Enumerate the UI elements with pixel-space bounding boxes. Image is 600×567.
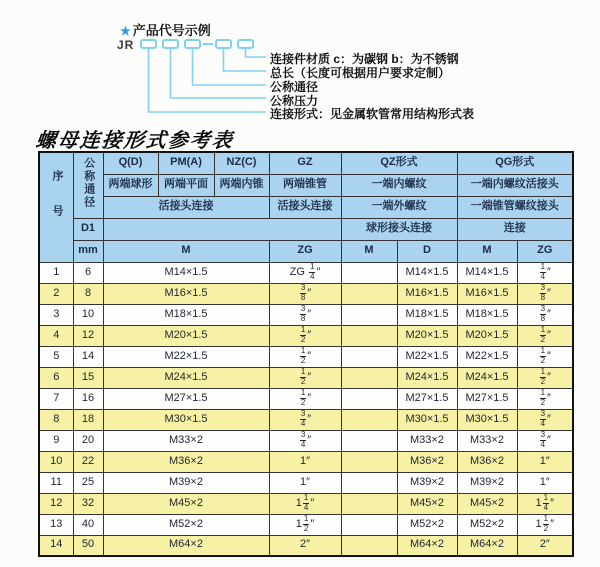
cell-seq: 7: [39, 388, 73, 409]
cell-seq: 14: [39, 535, 73, 556]
cell-qg-m: M20×1.5: [457, 325, 517, 346]
cell-m: M20×1.5: [103, 325, 269, 346]
cell-qg-m: M14×1.5: [457, 262, 517, 283]
cell-m: M18×1.5: [103, 304, 269, 325]
header-m-qz: M: [341, 240, 397, 262]
cell-qg-zg: $\frac{3}{8}$ ″: [517, 283, 573, 304]
cell-m: M30×1.5: [103, 409, 269, 430]
code-box: [185, 40, 200, 48]
cell-seq: 2: [39, 283, 73, 304]
header-mm: mm: [73, 240, 103, 262]
table-row: [39, 262, 573, 283]
cell-gz-zg: $\frac{3}{4}$ ″: [269, 409, 341, 430]
header-qz: QZ形式: [341, 152, 457, 174]
header-m-qg: M: [457, 240, 517, 262]
cell-qz-d: M14×1.5: [397, 262, 457, 283]
cell-qg-m: M39×2: [457, 472, 517, 493]
table-row: [39, 283, 573, 304]
cell-seq: 1: [39, 262, 73, 283]
cell-qz-m: [341, 346, 397, 367]
cell-qz-d: M33×2: [397, 430, 457, 451]
cell-qg-zg: $\frac{1}{2}$ ″: [517, 367, 573, 388]
cell-qz-m: [341, 367, 397, 388]
cell-dn: 16: [73, 388, 103, 409]
cell-qg-m: M33×2: [457, 430, 517, 451]
table-title: 螺母连接形式参考表: [34, 128, 236, 152]
header-qg-conn: 连接: [457, 218, 573, 240]
cell-gz-zg: $\frac{1}{2}$ ″: [269, 325, 341, 346]
table-row: [39, 346, 573, 367]
cell-qg-m: M22×1.5: [457, 346, 517, 367]
cell-m: M36×2: [103, 451, 269, 472]
cell-qg-zg: 1 $\frac{1}{4}$ ″: [517, 493, 573, 514]
cell-dn: 6: [73, 262, 103, 283]
cell-qz-d: M36×2: [397, 451, 457, 472]
cell-qz-m: [341, 304, 397, 325]
cell-qz-m: [341, 262, 397, 283]
cell-gz-zg: 1″: [269, 472, 341, 493]
cell-m: M14×1.5: [103, 262, 269, 283]
cell-qg-m: M24×1.5: [457, 367, 517, 388]
cell-qz-m: [341, 451, 397, 472]
cell-qz-m: [341, 283, 397, 304]
cell-m: M24×1.5: [103, 367, 269, 388]
cell-qg-zg: 1″: [517, 451, 573, 472]
cell-seq: 13: [39, 514, 73, 535]
cell-qg-m: M36×2: [457, 451, 517, 472]
cell-qg-m: M52×2: [457, 514, 517, 535]
cell-qg-zg: $\frac{3}{4}$ ″: [517, 430, 573, 451]
cell-gz-zg: $\frac{1}{2}$ ″: [269, 346, 341, 367]
header-seq: 序号: [39, 152, 73, 262]
code-prefix: JR: [117, 38, 135, 52]
cell-qz-m: [341, 535, 397, 556]
table-row: [39, 451, 573, 472]
cell-gz-zg: $\frac{3}{4}$ ″: [269, 430, 341, 451]
cell-qg-zg: $\frac{1}{2}$ ″: [517, 346, 573, 367]
cell-m: M39×2: [103, 472, 269, 493]
cell-seq: 5: [39, 346, 73, 367]
table-row: [39, 472, 573, 493]
cell-gz-zg: $\frac{1}{2}$ ″: [269, 367, 341, 388]
cell-qz-d: M64×2: [397, 535, 457, 556]
header-d1: D1: [73, 218, 103, 240]
cell-qg-zg: $\frac{1}{4}$ ″: [517, 262, 573, 283]
table-row: [39, 367, 573, 388]
cell-qg-m: M30×1.5: [457, 409, 517, 430]
table-row: [39, 388, 573, 409]
table-header: [39, 152, 573, 262]
header-pm-desc: 两端平面: [158, 174, 214, 196]
cell-qz-m: [341, 430, 397, 451]
cell-dn: 12: [73, 325, 103, 346]
legend-length: 总长（长度可根据用户要求定制）: [270, 66, 451, 80]
cell-seq: 8: [39, 409, 73, 430]
cell-gz-zg: 2″: [269, 535, 341, 556]
cell-gz-zg: $\frac{1}{2}$ ″: [269, 388, 341, 409]
cell-dn: 32: [73, 493, 103, 514]
cell-dn: 22: [73, 451, 103, 472]
header-d-qz: D: [397, 240, 457, 262]
table-row: [39, 493, 573, 514]
cell-m: M45×2: [103, 493, 269, 514]
table-row: [39, 535, 573, 556]
connector-line: [171, 48, 267, 98]
header-qg-desc2: 一端锥管螺纹接头: [457, 196, 573, 218]
cell-qz-d: M22×1.5: [397, 346, 457, 367]
cell-m: M33×2: [103, 430, 269, 451]
table-row: [39, 514, 573, 535]
cell-m: M22×1.5: [103, 346, 269, 367]
cell-qz-m: [341, 493, 397, 514]
cell-qg-zg: $\frac{3}{8}$ ″: [517, 304, 573, 325]
spec-table-wrap: [38, 151, 574, 557]
cell-qg-zg: $\frac{1}{2}$ ″: [517, 325, 573, 346]
cell-gz-zg: 1 $\frac{1}{2}$ ″: [269, 514, 341, 535]
cell-qz-d: M24×1.5: [397, 367, 457, 388]
cell-seq: 3: [39, 304, 73, 325]
header-qg-desc1: 一端内螺纹活接头: [457, 174, 573, 196]
header-gz-conn: 活接头连接: [269, 196, 341, 218]
legend-diameter: 公称通径: [270, 80, 319, 94]
table-row: [39, 409, 573, 430]
cell-seq: 10: [39, 451, 73, 472]
header-qz-desc1: 一端内螺纹: [341, 174, 457, 196]
cell-qg-zg: $\frac{1}{2}$ ″: [517, 388, 573, 409]
nut-connection-table: [38, 151, 574, 557]
cell-dn: 10: [73, 304, 103, 325]
cell-dn: 50: [73, 535, 103, 556]
cell-qg-zg: $\frac{3}{4}$ ″: [517, 409, 573, 430]
cell-gz-zg: ZG $\frac{1}{4}$ ″: [269, 262, 341, 283]
cell-dn: 15: [73, 367, 103, 388]
cell-qz-m: [341, 514, 397, 535]
cell-qz-m: [341, 325, 397, 346]
cell-qg-zg: 1 $\frac{1}{2}$ ″: [517, 514, 573, 535]
cell-qg-m: M27×1.5: [457, 388, 517, 409]
cell-dn: 18: [73, 409, 103, 430]
product-code-heading-text: 产品代号示例: [132, 23, 211, 38]
header-qz-desc2: 一端外螺纹: [341, 196, 457, 218]
cell-qg-m: M18×1.5: [457, 304, 517, 325]
header-gz: GZ: [269, 152, 341, 174]
cell-seq: 11: [39, 472, 73, 493]
cell-gz-zg: 1″: [269, 451, 341, 472]
cell-m: M52×2: [103, 514, 269, 535]
cell-qg-m: M45×2: [457, 493, 517, 514]
header-nz: NZ(C): [214, 152, 269, 174]
header-blank-cell: [103, 218, 341, 240]
header-zg-qg: ZG: [517, 240, 573, 262]
cell-seq: 12: [39, 493, 73, 514]
cell-qg-m: M16×1.5: [457, 283, 517, 304]
cell-gz-zg: $\frac{3}{8}$ ″: [269, 283, 341, 304]
cell-seq: 4: [39, 325, 73, 346]
code-box: [216, 40, 231, 48]
cell-qz-d: M18×1.5: [397, 304, 457, 325]
cell-gz-zg: $\frac{3}{8}$ ″: [269, 304, 341, 325]
header-qz-conn: 球形接头连接: [341, 218, 457, 240]
cell-qz-d: M45×2: [397, 493, 457, 514]
header-dn: 公称通径: [73, 152, 103, 218]
header-m-union: M: [103, 240, 269, 262]
cell-qz-d: M30×1.5: [397, 409, 457, 430]
cell-m: M64×2: [103, 535, 269, 556]
cell-m: M27×1.5: [103, 388, 269, 409]
legend-material: 连接件材质 c：为碳钢 b：为不锈钢: [270, 52, 459, 66]
cell-qz-d: M20×1.5: [397, 325, 457, 346]
cell-dn: 8: [73, 283, 103, 304]
table-row: [39, 304, 573, 325]
header-nz-desc: 两端内锥: [214, 174, 269, 196]
cell-qz-m: [341, 472, 397, 493]
cell-gz-zg: 1 $\frac{1}{4}$ ″: [269, 493, 341, 514]
header-gz-desc: 两端锥管: [269, 174, 341, 196]
header-q-desc: 两端球形: [103, 174, 158, 196]
table-row: [39, 430, 573, 451]
table-row: [39, 325, 573, 346]
header-qg: QG形式: [457, 152, 573, 174]
legend-pressure: 公称压力: [270, 94, 319, 108]
cell-qz-d: M16×1.5: [397, 283, 457, 304]
cell-qz-m: [341, 388, 397, 409]
legend-conn-form: 连接形式：见金属软管常用结构形式表: [270, 107, 475, 121]
cell-qz-m: [341, 409, 397, 430]
cell-dn: 14: [73, 346, 103, 367]
cell-m: M16×1.5: [103, 283, 269, 304]
cell-qz-d: M52×2: [397, 514, 457, 535]
cell-qg-m: M64×2: [457, 535, 517, 556]
cell-seq: 6: [39, 367, 73, 388]
connector-line: [246, 48, 267, 57]
code-box: [238, 40, 253, 48]
cell-seq: 9: [39, 430, 73, 451]
table-body: [39, 262, 573, 556]
star-icon: ★: [120, 24, 131, 38]
header-zg-gz: ZG: [269, 240, 341, 262]
cell-qz-d: M39×2: [397, 472, 457, 493]
header-pm: PM(A): [158, 152, 214, 174]
connector-line: [193, 48, 267, 85]
header-union-conn: 活接头连接: [103, 196, 269, 218]
cell-qz-d: M27×1.5: [397, 388, 457, 409]
cell-dn: 20: [73, 430, 103, 451]
header-q: Q(D): [103, 152, 158, 174]
cell-qg-zg: 1″: [517, 472, 573, 493]
code-box: [163, 40, 178, 48]
code-box: [141, 40, 156, 48]
cell-dn: 40: [73, 514, 103, 535]
cell-dn: 25: [73, 472, 103, 493]
cell-qg-zg: 2″: [517, 535, 573, 556]
